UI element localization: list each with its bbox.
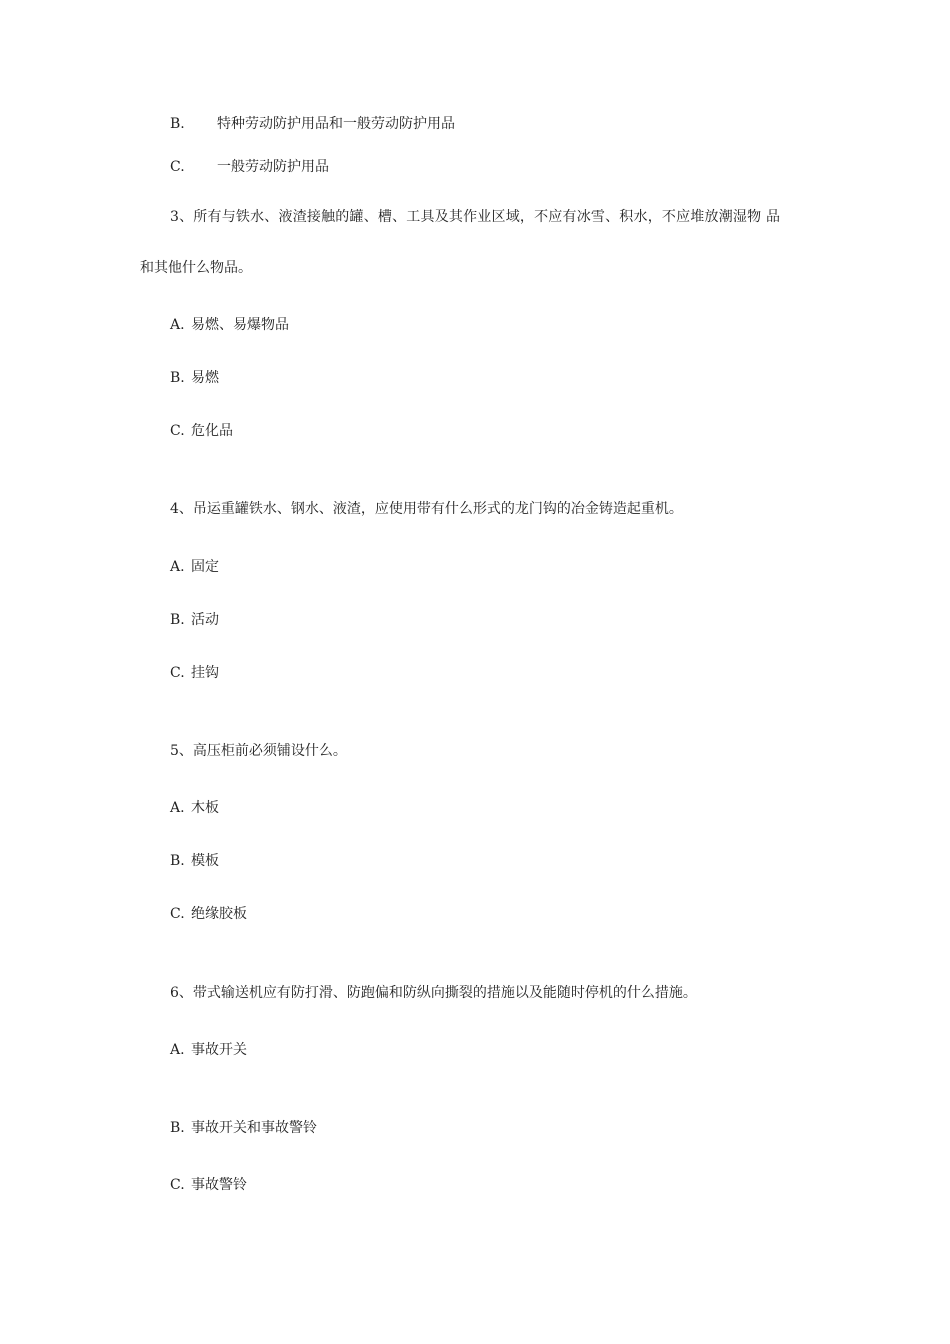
option-letter: C. (170, 423, 185, 439)
question-6-option-b (170, 1118, 317, 1138)
question-5-option-a (170, 798, 219, 818)
option-letter: C. (170, 665, 185, 681)
option-letter: B. (170, 1120, 185, 1136)
question-4-option-c (170, 663, 219, 683)
option-letter: C. (170, 159, 185, 175)
option-letter: A. (170, 800, 185, 816)
question-3-stem: 3、所有与铁水、液渣接触的罐、槽、工具及其作业区域，不应有冰雪、积水，不应堆放潮湿物 品 (170, 209, 781, 225)
option-text: 事故开关 (191, 1042, 247, 1058)
question-5-stem: 5、高压柜前必须铺设什么。 (170, 743, 347, 759)
option-letter: B. (170, 853, 185, 869)
option-letter: A. (170, 559, 185, 575)
question-3-option-a (170, 315, 289, 335)
option-letter: C. (170, 1177, 185, 1193)
question-6-stem: 6、带式输送机应有防打滑、防跑偏和防纵向撕裂的措施以及能随时停机的什么措施。 (170, 985, 697, 1001)
option-text: 事故警铃 (191, 1177, 247, 1193)
option-letter: B. (170, 612, 185, 628)
question-3-stem-continued: 和其他什么物品。 (140, 260, 252, 276)
option-letter: A. (170, 1042, 185, 1058)
option-letter: B. (170, 370, 185, 386)
option-text: 易燃 (191, 370, 219, 386)
option-text: 绝缘胶板 (191, 906, 247, 922)
option-text: 易燃、易爆物品 (191, 317, 289, 333)
question-4-option-a (170, 557, 219, 577)
question-4-option-b (170, 610, 219, 630)
option-text: 特种劳动防护用品和一般劳动防护用品 (217, 116, 455, 132)
question-4-stem: 4、吊运重罐铁水、钢水、液渣，应使用带有什么形式的龙门钩的冶金铸造起重机。 (170, 501, 683, 517)
option-text: 一般劳动防护用品 (217, 159, 329, 175)
option-text: 固定 (191, 559, 219, 575)
option-letter: C. (170, 906, 185, 922)
question-5-option-c (170, 904, 247, 924)
option-text: 木板 (191, 800, 219, 816)
option-letter: B. (170, 116, 185, 132)
option-text: 危化品 (191, 423, 233, 439)
option-text: 活动 (191, 612, 219, 628)
option-c-prev (170, 157, 329, 177)
option-text: 挂钩 (191, 665, 219, 681)
option-text: 模板 (191, 853, 219, 869)
question-6-option-c (170, 1175, 247, 1195)
option-b-prev (170, 114, 455, 134)
question-3-option-c (170, 421, 233, 441)
option-text: 事故开关和事故警铃 (191, 1120, 317, 1136)
question-3-option-b (170, 368, 219, 388)
question-6-option-a (170, 1040, 247, 1060)
question-5-option-b (170, 851, 219, 871)
option-letter: A. (170, 317, 185, 333)
